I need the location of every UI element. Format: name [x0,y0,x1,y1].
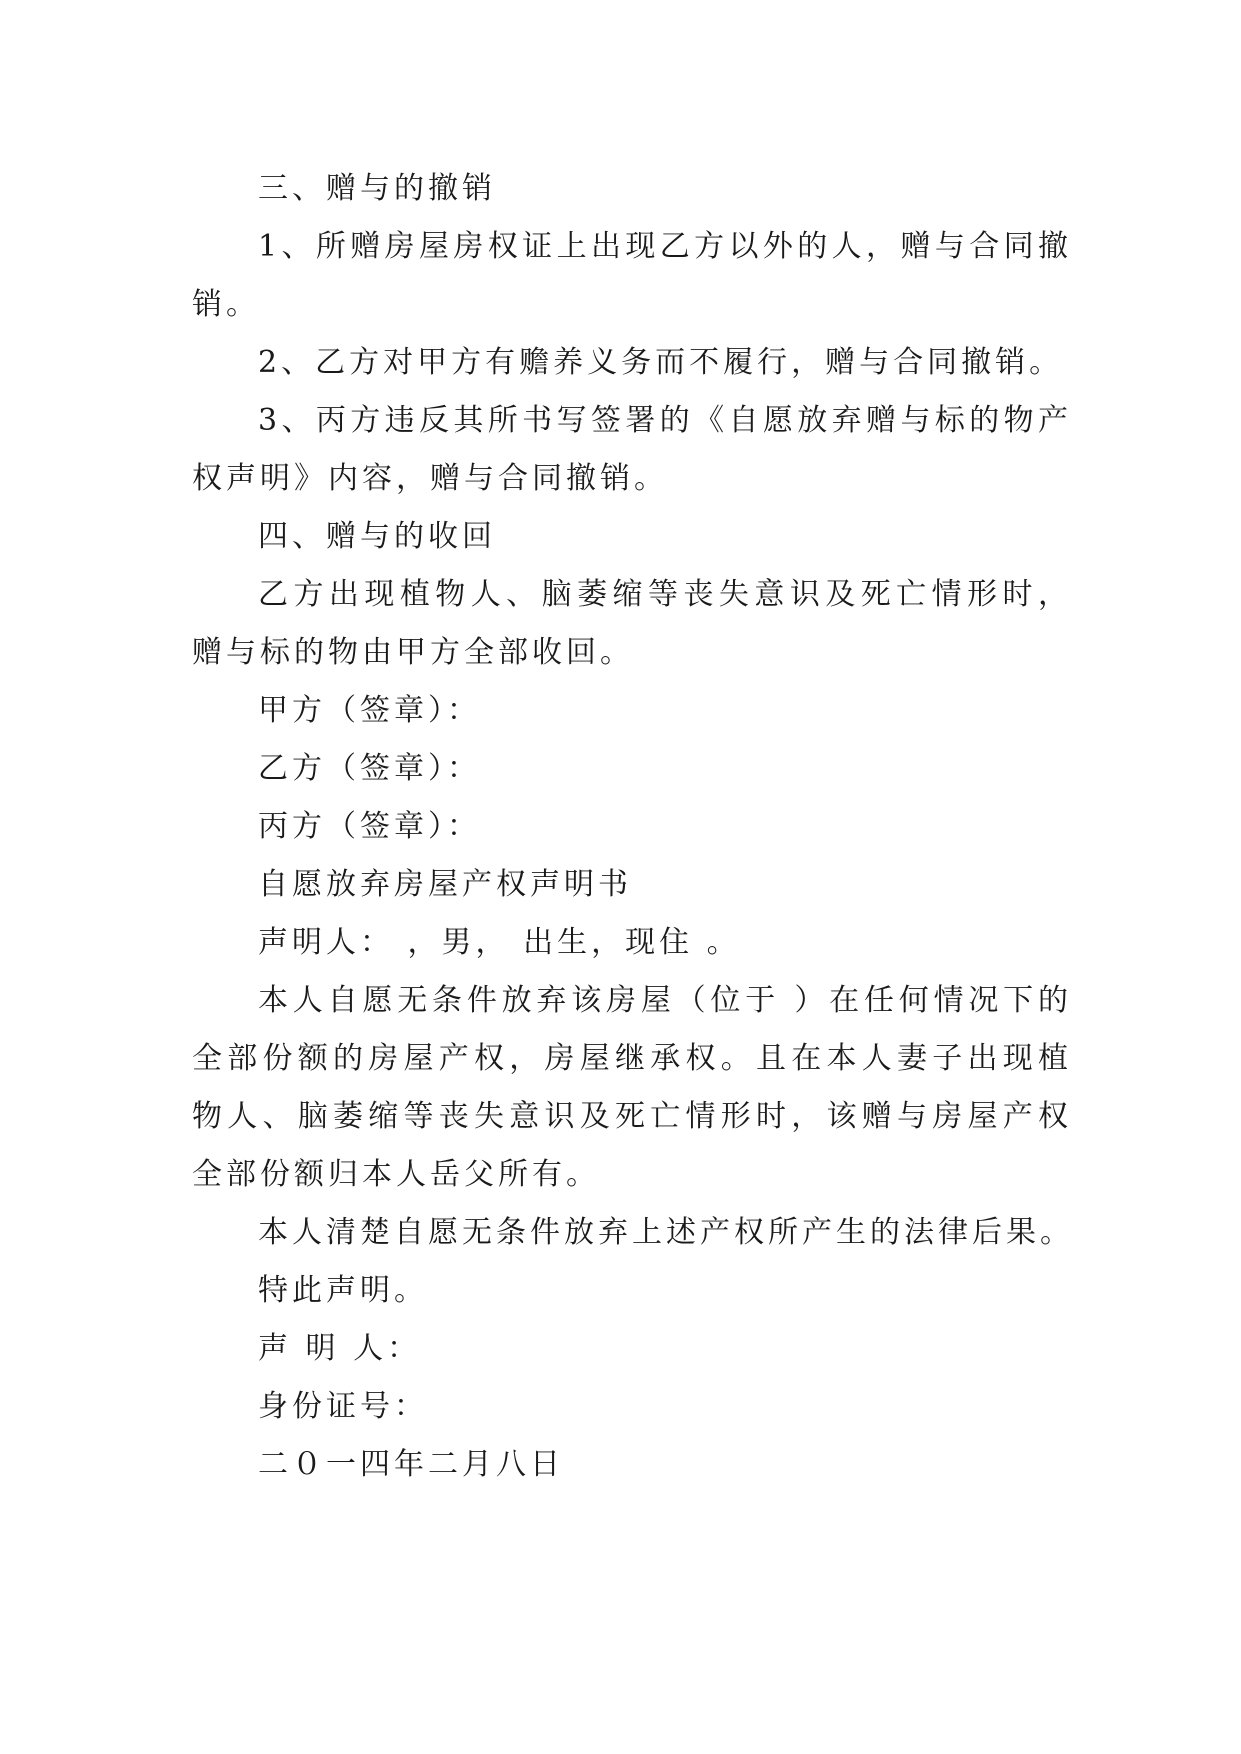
section-4-heading: 四、赠与的收回 [258,519,496,554]
section-3-item-1: 1、所赠房屋房权证上出现乙方以外的人，赠与合同撤销。 [192,229,1072,322]
declaration-closing: 特此声明。 [258,1273,428,1308]
section-3-item-3: 3、丙方违反其所书写签署的《自愿放弃赠与标的物产权声明》内容，赠与合同撤销。 [192,403,1072,496]
declarant-signature: 声 明 人： [258,1331,422,1366]
section-3-heading: 三、赠与的撤销 [258,171,496,206]
section-3-item-2: 2、乙方对甲方有赡养义务而不履行，赠与合同撤销。 [258,345,1064,380]
declaration-body-2: 本人清楚自愿无条件放弃上述产权所产生的法律后果。 [258,1215,1074,1250]
declaration-body-1: 本人自愿无条件放弃该房屋（位于 ）在任何情况下的全部份额的房屋产权，房屋继承权。且在本人妻子出现植物人、脑萎缩等丧失意识及死亡情形时，该赠与房屋产权全部份额归本人岳父所有。 [192,983,1072,1192]
declarant-info: 声明人： ，男， 出生，现住 。 [258,925,741,960]
declaration-date: 二０一四年二月八日 [258,1447,564,1482]
party-b-signature: 乙方（签章）： [258,751,481,786]
id-number: 身份证号： [258,1389,428,1424]
party-c-signature: 丙方（签章）： [258,809,481,844]
section-4-body: 乙方出现植物人、脑萎缩等丧失意识及死亡情形时，赠与标的物由甲方全部收回。 [192,577,1072,670]
document-page [192,160,1072,1494]
party-a-signature: 甲方（签章）： [258,693,481,728]
declaration-title: 自愿放弃房屋产权声明书 [258,867,632,902]
